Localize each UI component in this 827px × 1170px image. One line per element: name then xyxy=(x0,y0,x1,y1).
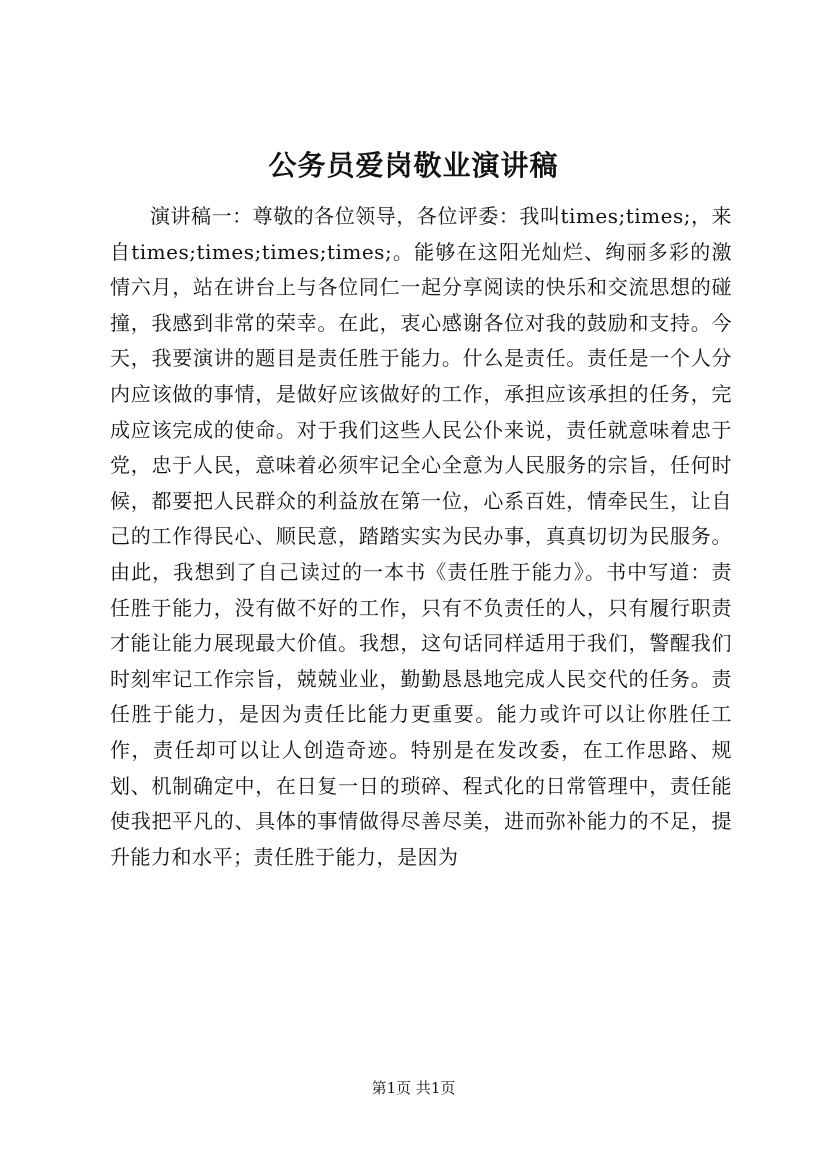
page-footer: 第1页 共1页 xyxy=(371,1079,456,1097)
document-title: 公务员爱岗敬业演讲稿 xyxy=(268,149,559,182)
document-body-paragraph: 演讲稿一：尊敬的各位领导，各位评委：我叫times;times;，来自times;times;times;times;。能够在这阳光灿烂、绚丽多彩的激情六月，站在讲台上与各位同仁一起分享阅读的快乐和交流思想的碰撞，我感到非常的荣幸。在此，衷心感谢各位对我的鼓励和支持。今天，我要演讲的题目是责任胜于能力。什么是责任。责任是一个人分内应该做的事情，是做好应该做好的工作，承担应该承担的任务，完成应该完成的使命。对于我们这些人民公仆来说，责任就意味着忠于党，忠于人民，意味着必须牢记全心全意为人民服务的宗旨，任何时候，都要把人民群众的利益放在第一位，心系百姓，情牵民生，让自己的工作得民心、顺民意，踏踏实实为民办事，真真切切为民服务。由此，我想到了自己读过的一本书《责任胜于能力》。书中写道：责任胜于能力，没有做不好的工作，只有不负责任的人，只有履行职责才能让能力展现最大价值。我想，这句话同样适用于我们，警醒我们时刻牢记工作宗旨，兢兢业业，勤勤恳恳地完成人民交代的任务。责任胜于能力，是因为责任比能力更重要。能力或许可以让你胜任工作，责任却可以让人创造奇迹。特别是在发改委，在工作思路、规划、机制确定中，在日复一日的琐碎、程式化的日常管理中，责任能使我把平凡的、具体的事情做得尽善尽美，进而弥补能力的不足，提升能力和水平；责任胜于能力，是因为 xyxy=(110,204,732,869)
